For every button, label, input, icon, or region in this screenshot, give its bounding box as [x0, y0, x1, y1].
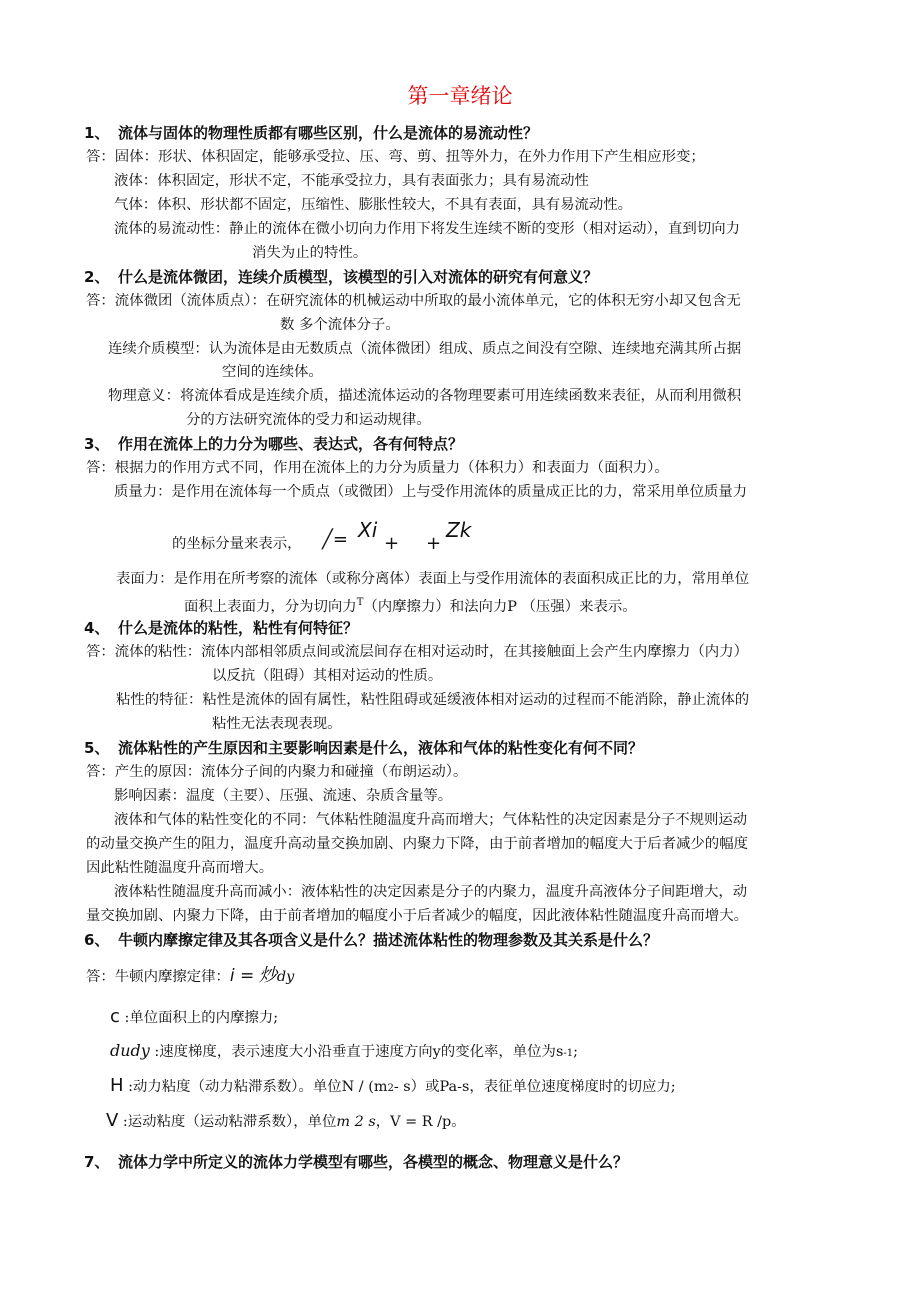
question-7 [84, 1151, 628, 1172]
answer-line: 答：产生的原因：流体分子间的内聚力和碰撞（布朗运动）。 [86, 764, 468, 780]
answer-line: 连续介质模型：认为流体是由无数质点（流体微团）组成、质点之间没有空隙、连续地充满其所占据 [108, 341, 742, 357]
term-line: V :运动粘度（运动粘滞系数），单位m 2 s，V = R /p。 [106, 1110, 466, 1131]
answer-line: 分的方法研究流体的受力和运动规律。 [186, 412, 431, 428]
answer-line: 的动量交换产生的阻力，温度升高动量交换加剧、内聚力下降，由于前者增加的幅度大于后者减少的幅度 [86, 836, 748, 852]
answer-line: 粘性的特征：粘性是流体的固有属性，粘性阻碍或延缓液体相对运动的过程而不能消除，静止流体的 [116, 692, 750, 708]
page-title: 第一章绪论 [407, 84, 513, 108]
question-6 [84, 929, 658, 950]
answer-line: 答：流体微团（流体质点）：在研究流体的机械运动中所取的最小流体单元，它的体积无穷小却又包含无 [86, 293, 741, 309]
formula-plus: + [426, 533, 442, 554]
answer-line: 量交换加剧、内聚力下降，由于前者增加的幅度小于后者减少的幅度，因此液体粘性随温度升高而增大。 [86, 908, 748, 924]
formula-xi: Xi [358, 518, 378, 542]
question-1 [84, 122, 538, 143]
term-line: dudy :速度梯度，表示速度大小沿垂直于速度方向y的变化率，单位为s-1; [110, 1041, 578, 1060]
answer-line: 答：固体：形状、体积固定，能够承受拉、压、弯、剪、扭等外力，在外力作用下产生相应形变； [86, 149, 705, 165]
answer-line: 质量力：是作用在流体每一个质点（或微团）上与受作用流体的质量成正比的力，常采用单位质量力 [114, 484, 748, 500]
answer-line: 表面力：是作用在所考察的流体（或称分离体）表面上与受作用流体的表面积成正比的力，常用单位 [116, 571, 750, 587]
question-number: 6、 [84, 931, 110, 949]
question-text: 流体力学中所定义的流体力学模型有哪些，各模型的概念、物理意义是什么？ [118, 1153, 629, 1171]
answer-line: 以反抗（阻碍）其相对运动的性质。 [212, 668, 443, 684]
answer-line: 消失为止的特性。 [252, 245, 368, 261]
question-number: 4、 [84, 619, 110, 637]
answer-line: 数 多个流体分子。 [280, 317, 400, 333]
answer-line: 气体：体积、形状都不固定，压缩性、膨胀性较大，不具有表面，具有易流动性。 [114, 197, 633, 213]
term-line: H :动力粘度（动力粘滞系数）。单位N / (m2- s）或Pa-s，表征单位速度梯度时的切应力; [110, 1075, 676, 1096]
formula-plus: + [384, 533, 400, 554]
question-text: 牛顿内摩擦定律及其各项含义是什么？描述流体粘性的物理参数及其关系是什么？ [118, 931, 659, 949]
answer-line: 影响因素：温度（主要）、压强、流速、杂质含量等。 [114, 788, 453, 804]
formula-line: 答：牛顿内摩擦定律：i = 炒dy [86, 965, 295, 986]
answer-line: 液体：体积固定，形状不定，不能承受拉力，具有表面张力；具有易流动性 [114, 173, 589, 189]
question-4 [84, 617, 358, 638]
answer-line: 粘性无法表现表现。 [212, 716, 342, 732]
question-text: 流体粘性的产生原因和主要影响因素是什么，液体和气体的粘性变化有何不同？ [118, 739, 644, 757]
answer-line: 物理意义：将流体看成是连续介质，描述流体运动的各物理要素可用连续函数来表征，从而利用微积 [108, 388, 742, 404]
question-number: 2、 [84, 268, 110, 286]
answer-line: 空间的连续体。 [222, 364, 323, 380]
answer-line: 流体的易流动性：静止的流体在微小切向力作用下将发生连续不断的变形（相对运动），直到切向力 [114, 221, 740, 237]
answer-line: 的坐标分量来表示， [172, 536, 302, 552]
question-text: 流体与固体的物理性质都有哪些区别，什么是流体的易流动性？ [118, 124, 539, 142]
question-number: 7、 [84, 1153, 110, 1171]
term-line: c :单位面积上的内摩擦力; [110, 1006, 279, 1027]
answer-line: 答：根据力的作用方式不同，作用在流体上的力分为质量力（体积力）和表面力（面积力）。 [86, 460, 669, 476]
answer-line: 液体粘性随温度升高而减小：液体粘性的决定因素是分子的内聚力，温度升高液体分子间距增大，动 [114, 884, 748, 900]
question-number: 1、 [84, 124, 110, 142]
answer-line: 面积上表面力，分为切向力$^T$（内摩擦力）和法向力P （压强）来表示。 [184, 597, 637, 615]
question-number: 3、 [84, 435, 110, 453]
question-text: 什么是流体的粘性，粘性有何特征？ [118, 619, 359, 637]
question-2 [84, 266, 598, 287]
answer-line: 答：流体的粘性：流体内部相邻质点间或流层间存在相对运动时，在其接触面上会产生内摩擦力（内力） [86, 644, 748, 660]
question-text: 什么是流体微团，连续介质模型，该模型的引入对流体的研究有何意义？ [118, 268, 599, 286]
question-text: 作用在流体上的力分为哪些、表达式，各有何特点？ [118, 435, 464, 453]
formula-lhs: ╱= [322, 529, 348, 550]
question-3 [84, 433, 463, 454]
question-5 [84, 737, 643, 758]
question-number: 5、 [84, 739, 110, 757]
answer-line: 因此粘性随温度升高而增大。 [86, 860, 274, 876]
answer-line: 液体和气体的粘性变化的不同：气体粘性随温度升高而增大；气体粘性的决定因素是分子不规则运动 [114, 812, 748, 828]
formula-zk: Zk [446, 518, 472, 542]
